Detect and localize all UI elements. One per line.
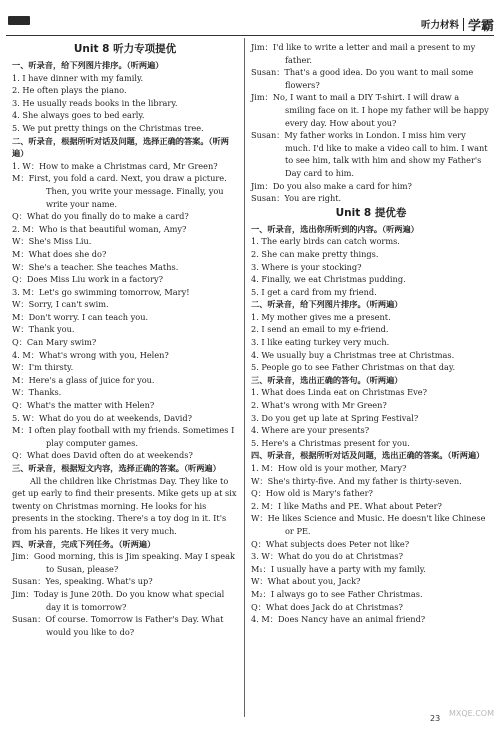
text-line: 5. People go to see Father Christmas on that day. — [251, 362, 456, 373]
dialogue-line: Q：How old is Mary's father? — [251, 488, 373, 499]
text-line: 2. She can make pretty things. — [251, 248, 379, 259]
left-column — [12, 41, 238, 638]
dialogue-line: W：He likes Science and Music. He doesn't like Chinese or PE. — [251, 513, 486, 536]
text-line: 3. Do you get up late at Spring Festival? — [251, 412, 419, 423]
dialogue-line: M₂：I always go to see Father Christmas. — [251, 588, 423, 599]
dialogue-line: 1. W：How to make a Christmas card, Mr Green? — [12, 160, 218, 171]
unit-title: Unit 8 提优卷 — [335, 206, 407, 219]
dialogue-line: 2. M：Who is that beautiful woman, Amy? — [12, 223, 187, 234]
text-line: 3. I like eating turkey very much. — [251, 337, 390, 348]
dialogue-line: M：What does she do? — [12, 248, 107, 259]
column-divider — [244, 38, 245, 717]
text-line: 1. I have dinner with my family. — [12, 72, 144, 83]
text-line: 2. I send an email to my e-friend. — [251, 324, 389, 335]
dialogue-line: W：Thank you. — [12, 324, 75, 335]
dialogue-line: 3. M：Let's go swimming tomorrow, Mary! — [12, 286, 190, 297]
dialogue-line: M：I often play football with my friends. Sometimes I play computer games. — [12, 425, 235, 448]
header-separator — [463, 18, 464, 31]
dialogue-line: Susan：My father works in London. I miss him very much. I'd like to make a video call to him. I want to see him, talk with him and show my Father's Day card to him. — [251, 130, 488, 178]
dialogue-line: W：Sorry, I can't swim. — [12, 299, 109, 310]
section-heading: 一、听录音，选出你所听到的内容。（听两遍） — [251, 223, 419, 234]
header-brand — [421, 13, 494, 35]
dialogue-line: 5. W：What do you do at weekends, David? — [12, 412, 192, 423]
dialogue-line: Susan：Yes, speaking. What's up? — [12, 576, 153, 587]
dialogue-line: Q：What does David often do at weekends? — [12, 450, 193, 461]
text-line: 4. We usually buy a Christmas tree at Christmas. — [251, 349, 455, 360]
text-line: 1. What does Linda eat on Christmas Eve? — [251, 387, 428, 398]
dialogue-line: W：What about you, Jack? — [251, 576, 361, 587]
dialogue-line: Jim：I'd like to write a letter and mail a present to my father. — [251, 42, 476, 65]
passage-paragraph: All the children like Christmas Day. They like to get up early to find their presents. Mike gets up at six twenty on Christmas morning. He looks for his presents in the stocking. There's a toy dog in it. It's from his parents. He likes it very much. — [12, 475, 237, 536]
dialogue-line: Susan：Of course. Tomorrow is Father's Day. What would you like to do? — [12, 614, 224, 637]
section-heading: 三、听录音，选出正确的答句。（听两遍） — [251, 374, 403, 385]
dialogue-line: Jim：Do you also make a card for him? — [251, 180, 412, 191]
text-line: 5. Here's a Christmas present for you. — [251, 437, 410, 448]
dialogue-line: Q：What subjects does Peter not like? — [251, 538, 410, 549]
text-line: 2. He often plays the piano. — [12, 85, 127, 96]
text-line: 4. Finally, we eat Christmas pudding. — [251, 274, 406, 285]
dialogue-line: 3. W：What do you do at Christmas? — [251, 551, 404, 562]
section-heading: 一、听录音，给下列图片排序。（听两遍） — [12, 60, 164, 70]
dialogue-line: Q：Does Miss Liu work in a factory? — [12, 274, 164, 285]
dialogue-line: 4. M：What's wrong with you, Helen? — [12, 349, 169, 360]
dialogue-line: Susan：That's a good idea. Do you want to mail some flowers? — [251, 67, 474, 90]
dialogue-line: 4. M：Does Nancy have an animal friend? — [251, 614, 426, 625]
dialogue-line: M₁：I usually have a party with my family. — [251, 563, 426, 574]
text-line: 5. We put pretty things on the Christmas tree. — [12, 122, 204, 133]
header-mark — [8, 16, 30, 25]
text-line: 3. Where is your stocking? — [251, 261, 362, 272]
right-column — [251, 41, 491, 626]
header-subject: 听力材料 — [420, 20, 459, 31]
text-line: 4. Where are your presents? — [251, 425, 370, 436]
dialogue-line: Q：What do you finally do to make a card? — [12, 211, 189, 222]
dialogue-line: 2. M：I like Maths and PE. What about Peter? — [251, 500, 442, 511]
dialogue-line: Jim：No, I want to mail a DIY T-shirt. I will draw a smiling face on it. I hope my father will be happy every day. How about you? — [251, 92, 489, 128]
dialogue-line: M：Don't worry. I can teach you. — [12, 311, 149, 322]
header-brand-name: 学霸 — [467, 18, 494, 34]
dialogue-line: Susan：You are right. — [251, 193, 342, 204]
page-header — [0, 0, 500, 38]
dialogue-line: Q：What's the matter with Helen? — [12, 400, 155, 411]
unit-title: Unit 8 听力专项提优 — [73, 43, 177, 55]
dialogue-line: W：I'm thirsty. — [12, 362, 74, 373]
dialogue-line: 1. M：How old is your mother, Mary? — [251, 463, 407, 473]
dialogue-line: M：Here's a glass of juice for you. — [12, 374, 155, 385]
text-line: 5. I get a card from my friend. — [251, 286, 377, 297]
text-line: 3. He usually reads books in the library. — [12, 97, 178, 108]
dialogue-line: Jim：Today is June 20th. Do you know what special day it is tomorrow? — [12, 588, 225, 612]
dialogue-line: Q：What does Jack do at Christmas? — [251, 601, 403, 612]
section-heading: 二、听录音，根据所听对话及问题，选择正确的答案。（听两遍） — [12, 135, 229, 159]
text-line: 1. My mother gives me a present. — [251, 311, 391, 322]
text-line: 1. The early birds can catch worms. — [251, 236, 400, 247]
section-heading: 四、听录音，完成下列任务。（听两遍） — [12, 538, 156, 549]
section-heading: 三、听录音，根据短文内容，选择正确的答案。（听两遍） — [12, 463, 221, 473]
dialogue-line: Jim：Good morning, this is Jim speaking. May I speak to Susan, please? — [12, 551, 235, 574]
section-heading: 四、听录音，根据所听对话及问题，选出正确的答案。（听两遍） — [251, 450, 485, 461]
dialogue-line: W：Thanks. — [12, 387, 62, 398]
watermark: MXQE.COM — [448, 709, 494, 718]
dialogue-line: Q：Can Mary swim? — [12, 337, 97, 348]
dialogue-line: W：She's thirty-five. And my father is thirty-seven. — [251, 475, 462, 486]
dialogue-line: W：She's Miss Liu. — [12, 236, 92, 247]
header-rule — [6, 35, 494, 36]
text-line: 4. She always goes to bed early. — [12, 110, 145, 121]
dialogue-line: W：She's a teacher. She teaches Maths. — [12, 261, 179, 272]
page-number: 23 — [430, 714, 441, 723]
text-line: 2. What's wrong with Mr Green? — [251, 400, 387, 411]
dialogue-line: M：First, you fold a card. Next, you draw a picture. Then, you write your message. Finally, you write your name. — [12, 173, 227, 209]
section-heading: 二、听录音，给下列图片排序。（听两遍） — [251, 299, 403, 310]
